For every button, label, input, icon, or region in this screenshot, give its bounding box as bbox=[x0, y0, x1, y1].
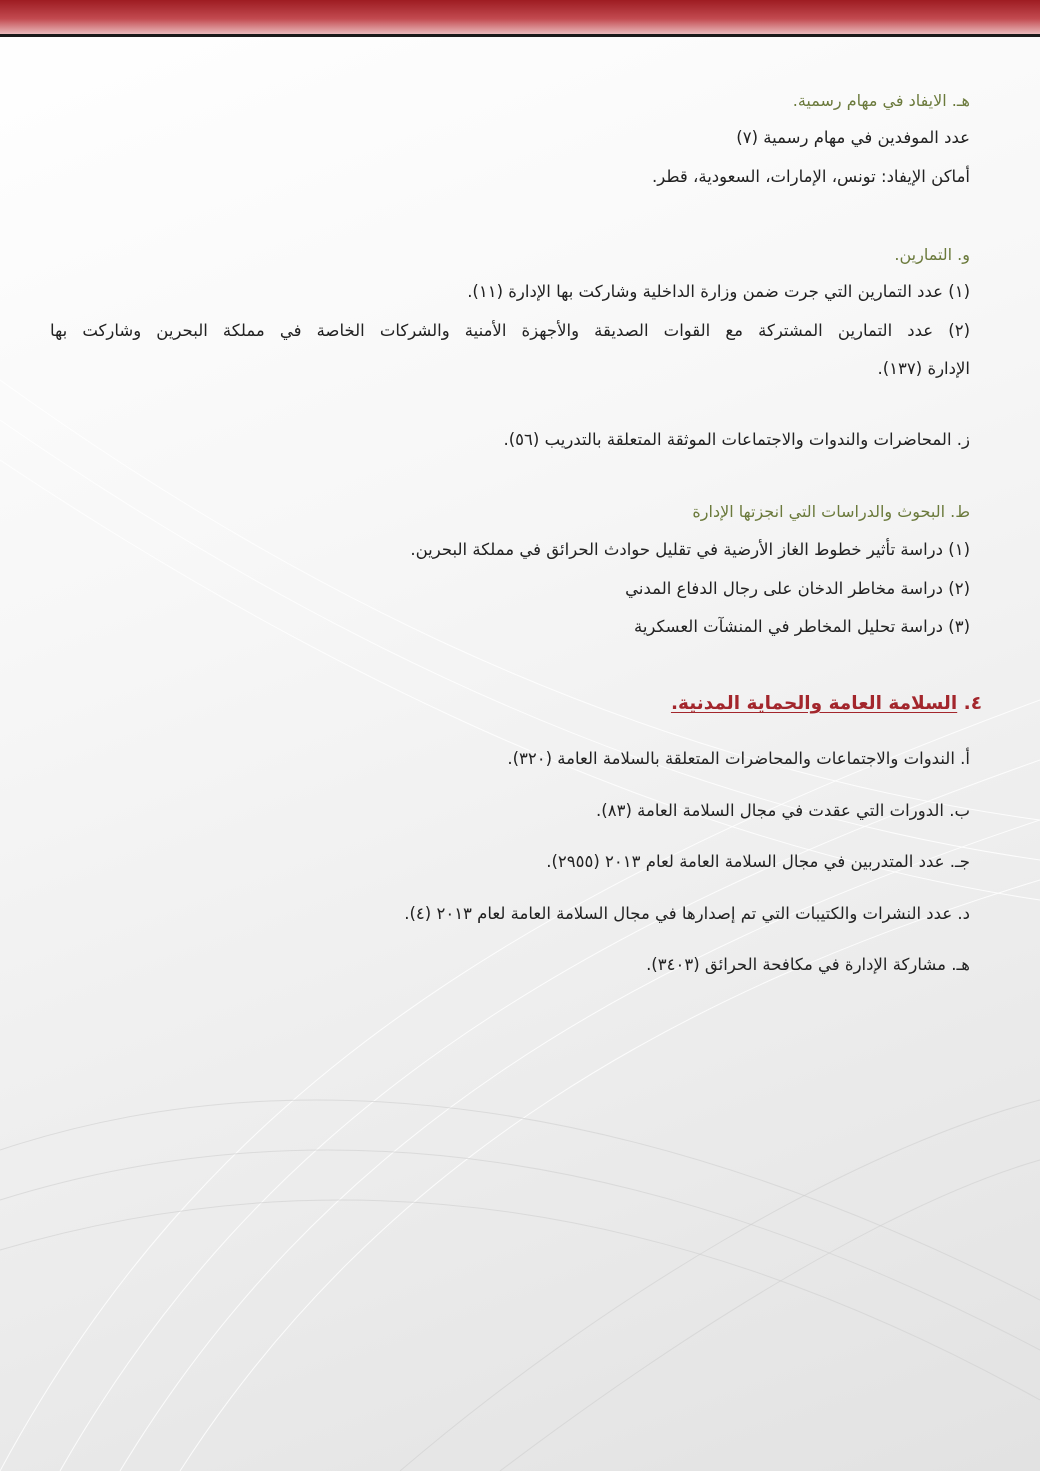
exercises-item-2-line-2: الإدارة (١٣٧). bbox=[877, 359, 970, 378]
exercises-item-1: (١) عدد التمارين التي جرت ضمن وزارة الداخلية وشاركت بها الإدارة (١١). bbox=[467, 282, 970, 301]
public-safety-item-a: أ. الندوات والاجتماعات والمحاضرات المتعلقة بالسلامة العامة (٣٢٠). bbox=[507, 749, 970, 768]
delegation-heading: هـ. الايفاد في مهام رسمية. bbox=[792, 91, 970, 110]
public-safety-item-e: هـ. مشاركة الإدارة في مكافحة الحرائق (٣٤٠٣). bbox=[646, 955, 970, 974]
section-title: السلامة العامة والحماية المدنية. bbox=[670, 693, 958, 714]
research-item-1: (١) دراسة تأثير خطوط الغاز الأرضية في تقليل حوادث الحرائق في مملكة البحرين. bbox=[410, 540, 970, 559]
public-safety-item-b: ب. الدورات التي عقدت في مجال السلامة العامة (٨٣). bbox=[596, 801, 970, 820]
research-heading: ط. البحوث والدراسات التي انجزتها الإدارة bbox=[692, 502, 970, 521]
lectures-text: ز. المحاضرات والندوات والاجتماعات الموثقة المتعلقة بالتدريب (٥٦). bbox=[503, 430, 970, 449]
public-safety-item-c: جـ. عدد المتدربين في مجال السلامة العامة لعام ٢٠١٣ (٢٩٥٥). bbox=[546, 852, 970, 871]
section-number: ٤. bbox=[963, 693, 982, 714]
public-safety-title bbox=[671, 693, 982, 715]
public-safety-item-d: د. عدد النشرات والكتيبات التي تم إصدارها في مجال السلامة العامة لعام ٢٠١٣ (٤). bbox=[404, 904, 970, 923]
delegation-count: عدد الموفدين في مهام رسمية (٧) bbox=[736, 128, 970, 147]
research-item-2: (٢) دراسة مخاطر الدخان على رجال الدفاع المدني bbox=[625, 579, 970, 598]
delegation-places: أماكن الإيفاد: تونس، الإمارات، السعودية، قطر. bbox=[652, 167, 970, 186]
exercises-item-2-line-1: (٢) عدد التمارين المشتركة مع القوات الصديقة والأجهزة الأمنية والشركات الخاصة في مملكة البحرين وشاركت بها bbox=[50, 321, 970, 340]
exercises-heading: و. التمارين. bbox=[894, 245, 970, 264]
research-item-3: (٣) دراسة تحليل المخاطر في المنشآت العسكرية bbox=[633, 617, 970, 636]
